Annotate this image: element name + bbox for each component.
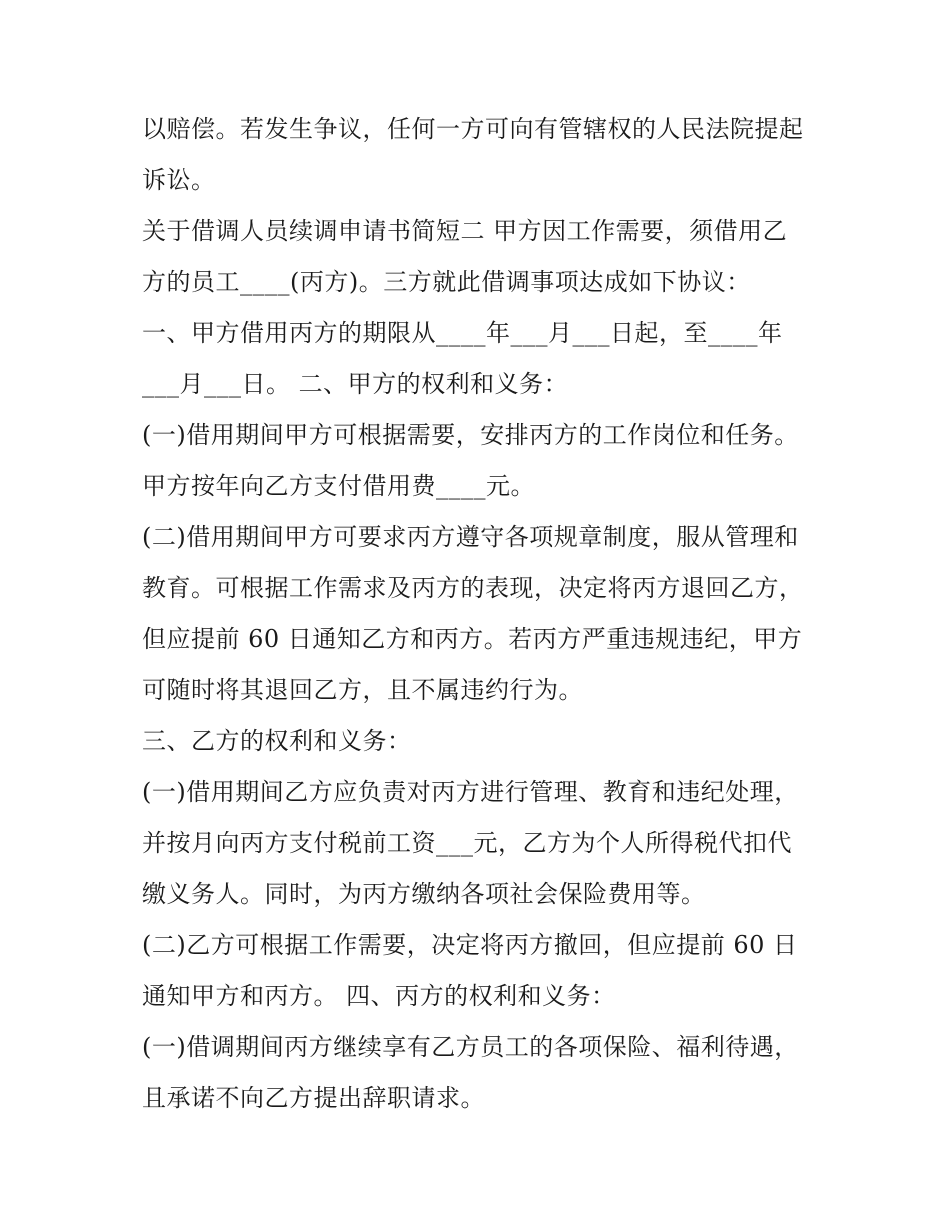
text-line: 通知甲方和丙方。 四、丙方的权利和义务： — [142, 982, 616, 1010]
text-line: (一)借调期间丙方继续享有乙方员工的各项保险、福利待遇， — [142, 1033, 799, 1061]
text-line: 诉讼。 — [142, 166, 216, 194]
text-line: (二)借用期间甲方可要求丙方遵守各项规章制度，服从管理和 — [142, 523, 799, 551]
text-line: 教育。可根据工作需求及丙方的表现，决定将丙方退回乙方， — [142, 574, 804, 602]
text-line: 三、乙方的权利和义务： — [142, 727, 412, 755]
text-line: 并按月向丙方支付税前工资___元，乙方为个人所得税代扣代 — [142, 829, 792, 857]
text-line: 方的员工____(丙方)。三方就此借调事项达成如下协议： — [142, 268, 751, 296]
text-line: 但应提前 60 日通知乙方和丙方。若丙方严重违规违纪，甲方 — [142, 625, 803, 653]
text-line: 缴义务人。同时，为丙方缴纳各项社会保险费用等。 — [142, 880, 706, 908]
text-line: (二)乙方可根据工作需要，决定将丙方撤回，但应提前 60 日 — [142, 931, 798, 959]
text-line: 关于借调人员续调申请书简短二 甲方因工作需要，须借用乙 — [142, 217, 788, 245]
text-line: ___月___日。 二、甲方的权利和义务： — [142, 370, 569, 398]
text-line: (一)借用期间甲方可根据需要，安排丙方的工作岗位和任务。 — [142, 421, 799, 449]
text-line: 甲方按年向乙方支付借用费____元。 — [142, 472, 535, 500]
text-line: (一)借用期间乙方应负责对丙方进行管理、教育和违纪处理， — [142, 778, 799, 806]
text-line: 以赔偿。若发生争议，任何一方可向有管辖权的人民法院提起 — [142, 115, 804, 143]
text-line: 且承诺不向乙方提出辞职请求。 — [142, 1084, 485, 1112]
text-line: 一、甲方借用丙方的期限从____年___月___日起，至____年 — [142, 319, 783, 347]
text-line: 可随时将其退回乙方，且不属违约行为。 — [142, 676, 583, 704]
document-body — [142, 104, 822, 1124]
